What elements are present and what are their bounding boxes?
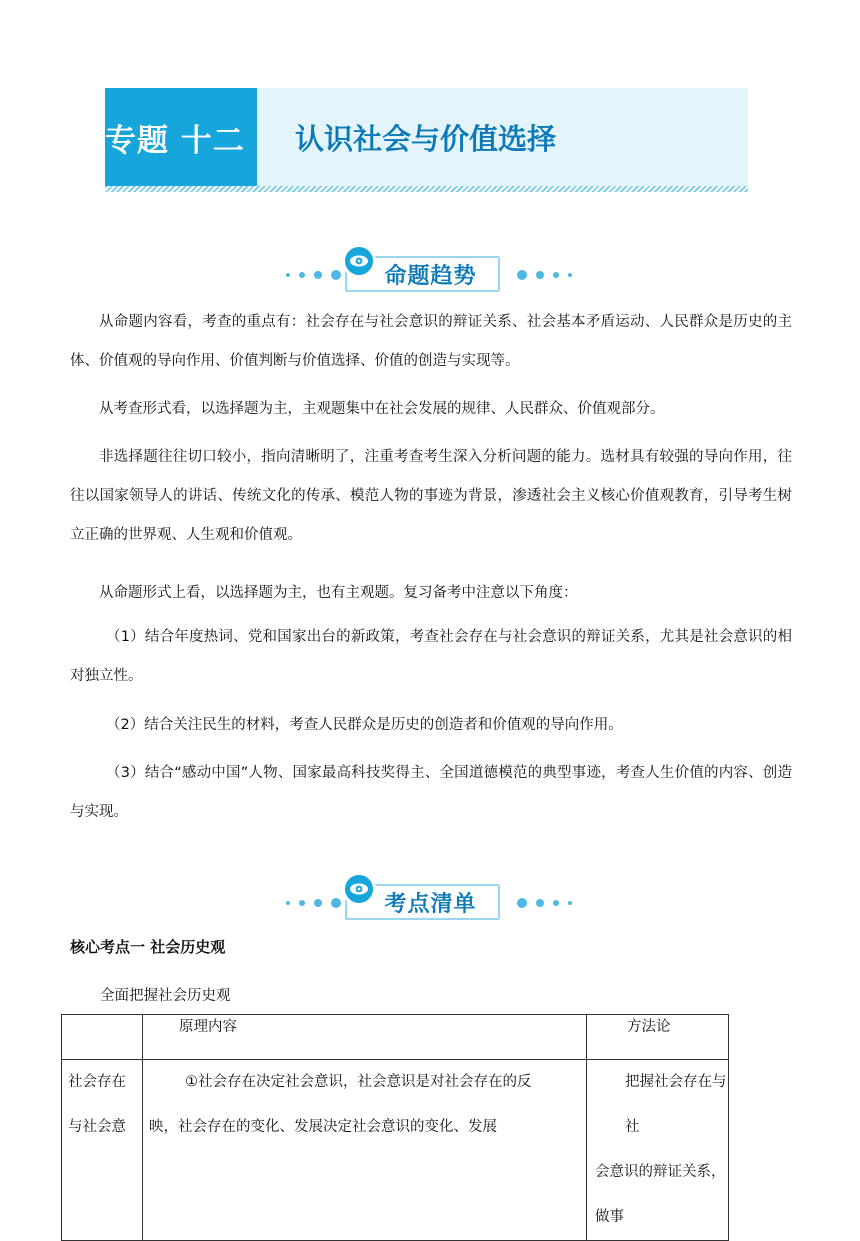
- core-point-subtitle: 全面把握社会历史观: [100, 988, 231, 1004]
- dots-left: [286, 898, 341, 908]
- eye-icon: [342, 244, 376, 278]
- header-empty: [62, 1015, 143, 1060]
- theory-table: [61, 1014, 729, 1241]
- section-head-trend: [0, 236, 860, 296]
- dots-left: [286, 270, 341, 280]
- section-label-list: 考点清单: [345, 884, 500, 920]
- banner-stripe: [105, 186, 748, 192]
- paragraph-content: 从命题内容看，考查的重点有：社会存在与社会意识的辩证关系、社会基本矛盾运动、人民群众是历史的主体、价值观的导向作用、价值判断与价值选择、价值的创造与实现等。: [70, 314, 792, 369]
- table-row: [62, 1060, 729, 1241]
- paragraph-subjective: 非选择题往往切口较小，指向清晰明了，注重考查考生深入分析问题的能力。选材具有较强的导向作用，往往以国家领导人的讲话、传统文化的传承、模范人物的事迹为背景，渗透社会主义核心价值观教育，引导考生树立正确的世界观、人生观和价值观。: [70, 449, 792, 543]
- paragraph-angles: 从命题形式上看，以选择题为主，也有主观题。复习备考中注意以下角度：: [99, 585, 578, 601]
- topic-number: 专题 十二: [105, 88, 257, 186]
- paragraph-item-3: （3）结合“感动中国”人物、国家最高科技奖得主、全国道德模范的典型事迹，考查人生价值的内容、创造与实现。: [70, 765, 792, 820]
- row-label: 社会存在 与社会意: [62, 1060, 143, 1241]
- topic-banner: [105, 88, 748, 192]
- row-method: 把握社会存在与社 会意识的辩证关系，做事: [587, 1060, 729, 1241]
- row-principle: ①社会存在决定社会意识，社会意识是对社会存在的反 映，社会存在的变化、发展决定社会意识的变化、发展: [143, 1060, 587, 1241]
- section-label-trend: 命题趋势: [345, 256, 500, 292]
- eye-icon: [342, 872, 376, 906]
- section-head-list: [0, 864, 860, 924]
- core-point-title: 核心考点一 社会历史观: [70, 938, 226, 956]
- header-method: 方法论: [587, 1015, 729, 1060]
- paragraph-item-1: （1）结合年度热词、党和国家出台的新政策，考查社会存在与社会意识的辩证关系，尤其是社会意识的相对独立性。: [70, 629, 792, 684]
- dots-right: [517, 270, 572, 280]
- paragraph-item-2: （2）结合关注民生的材料，考查人民群众是历史的创造者和价值观的导向作用。: [106, 717, 623, 733]
- table-header-row: [62, 1015, 729, 1060]
- header-principle: 原理内容: [143, 1015, 587, 1060]
- paragraph-form: 从考查形式看，以选择题为主，主观题集中在社会发展的规律、人民群众、价值观部分。: [99, 401, 665, 417]
- topic-title: 认识社会与价值选择: [295, 121, 557, 156]
- dots-right: [517, 898, 572, 908]
